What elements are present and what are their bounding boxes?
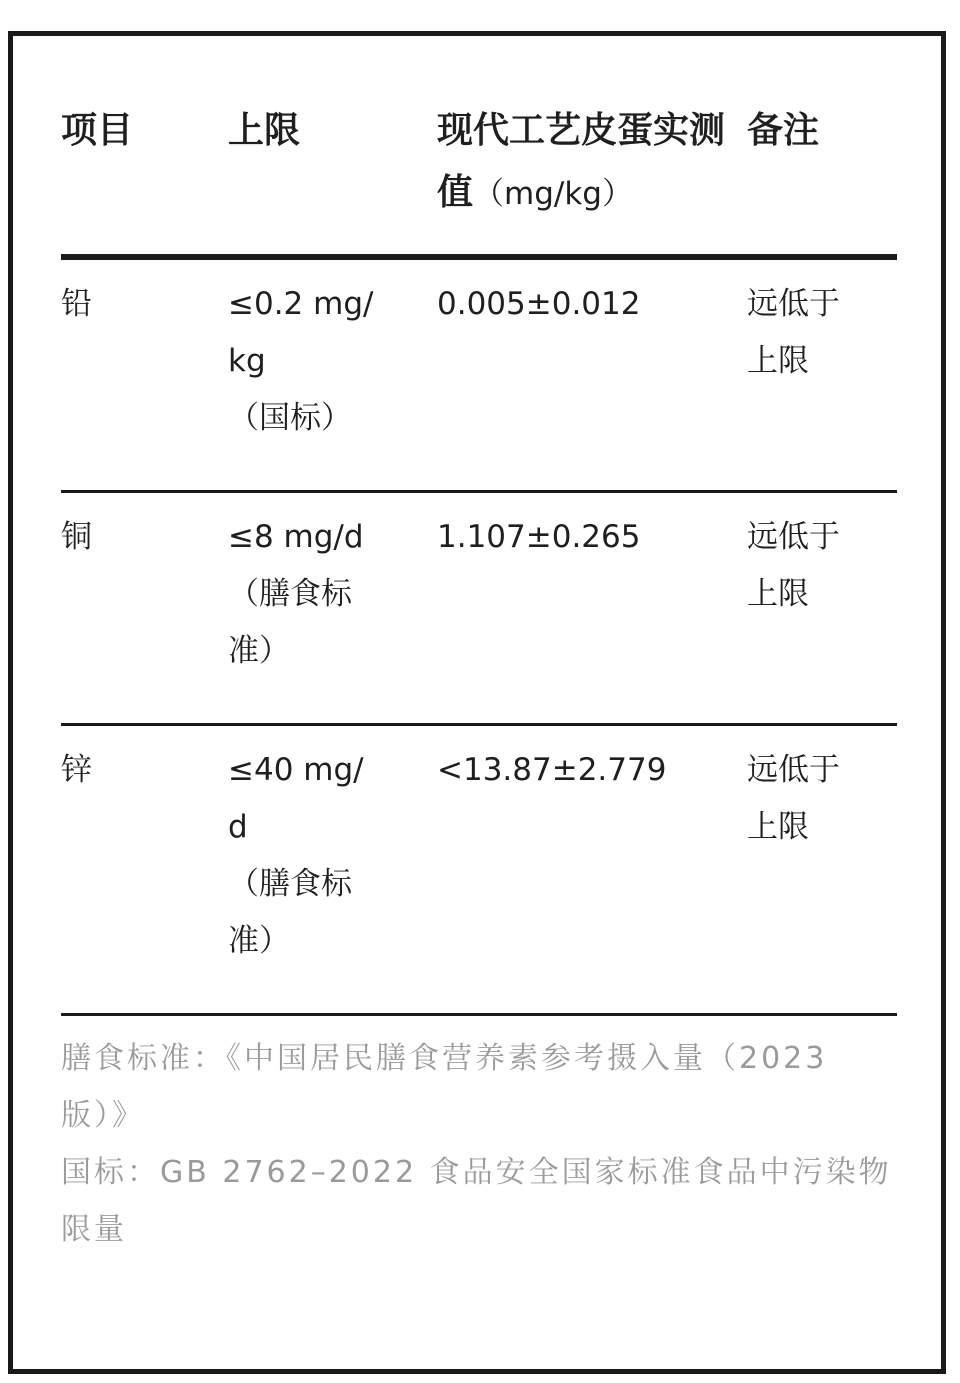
row-measured: 0.005±0.012 <box>437 286 641 322</box>
table-row <box>61 726 897 1013</box>
row-note: 远低于 上限 <box>747 519 840 612</box>
row-measured: <13.87±2.779 <box>437 752 667 788</box>
row-measured: 1.107±0.265 <box>437 519 641 555</box>
table-row <box>61 260 897 490</box>
header-limit: 上限 <box>228 110 301 151</box>
header-measured-unit: （mg/kg） <box>473 176 633 212</box>
table-row <box>61 493 897 723</box>
header-item: 项目 <box>61 110 134 151</box>
row-item: 铜 <box>61 519 92 555</box>
footnote-diet-standard: 膳食标准：《中国居民膳食营养素参考摄入量（2023 版）》 <box>61 1041 828 1133</box>
table-frame <box>8 31 946 1374</box>
row-limit: ≤40 mg/ d （膳食标 准） <box>228 752 364 959</box>
table-header-row <box>61 36 897 254</box>
row-note: 远低于 上限 <box>747 752 840 845</box>
header-note: 备注 <box>747 110 820 151</box>
header-measured <box>437 100 747 254</box>
footnote-national-standard: 国标：GB 2762–2022 食品安全国家标准食品中污染物限量 <box>61 1155 892 1247</box>
table-content <box>61 36 897 1258</box>
row-item: 铅 <box>61 286 92 322</box>
row-limit: ≤8 mg/d （膳食标 准） <box>228 519 364 669</box>
header-measured-label: 现代工艺皮蛋实测值 <box>437 110 726 213</box>
row-limit: ≤0.2 mg/ kg （国标） <box>228 286 374 436</box>
row-item: 锌 <box>61 752 92 788</box>
footnotes <box>61 1016 897 1258</box>
row-note: 远低于 上限 <box>747 286 840 379</box>
